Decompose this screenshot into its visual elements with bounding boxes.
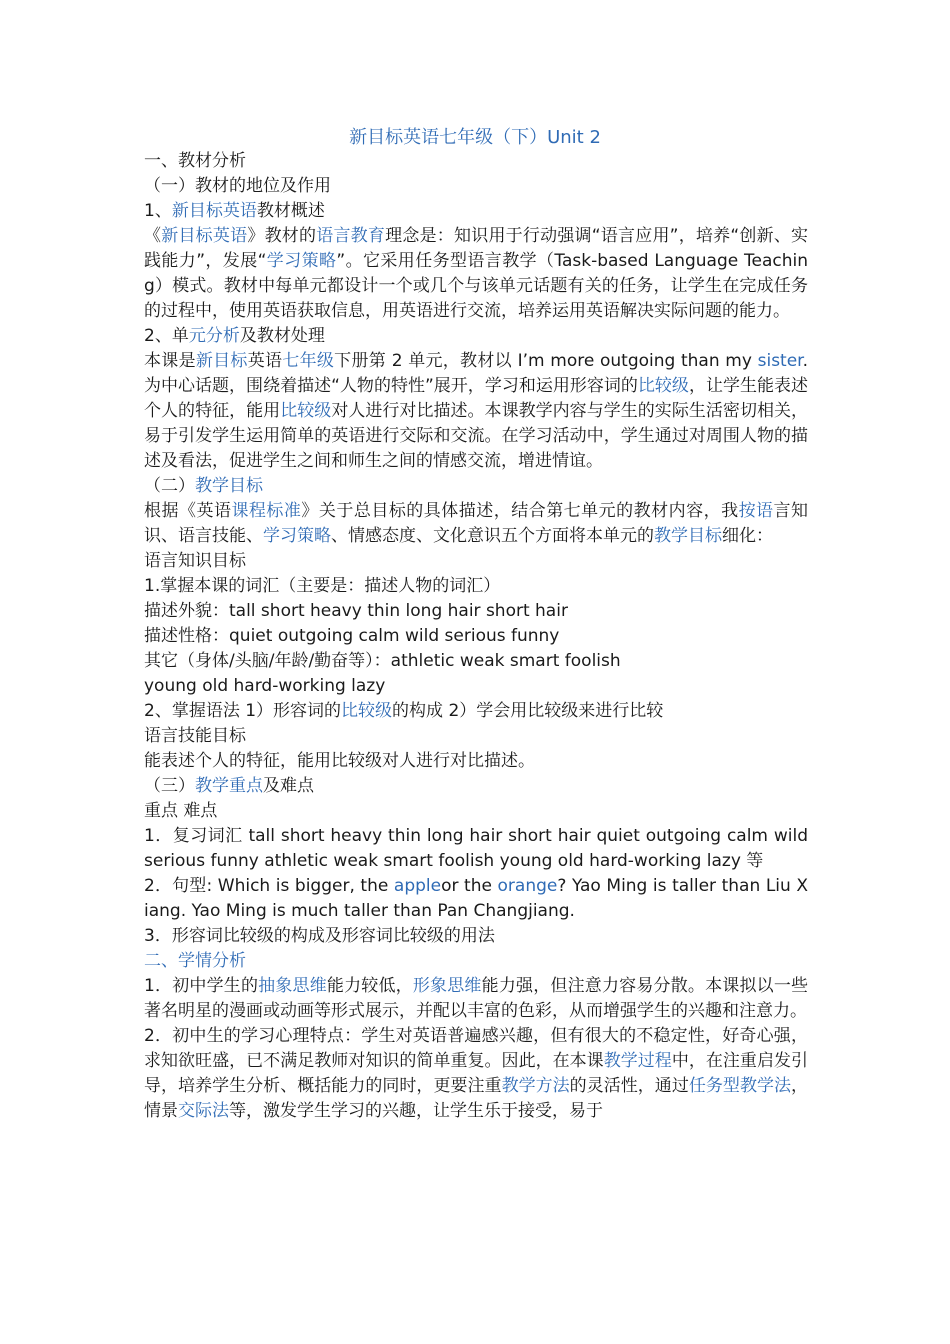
text-run: 的灵活性，通过 bbox=[569, 1076, 689, 1096]
document-title: 新目标英语七年级（下）Unit 2 bbox=[349, 127, 601, 148]
text-run: . 为中心话题，围绕着描述“人物的特性”展开，学习和运用形容词的 bbox=[144, 351, 809, 396]
hyperlink[interactable]: 教学过程 bbox=[603, 1051, 672, 1071]
hyperlink[interactable]: 学习策略 bbox=[263, 526, 331, 546]
text-run: 描述外貌：tall short heavy thin long hair short hair bbox=[144, 601, 568, 621]
text-run: 能力强，但注意力容易分散。本课拟以一些著名明星的漫画或动画等形式展示，并配以丰富的色彩，从而增强学生的兴趣和注意力。 bbox=[144, 976, 809, 1021]
text-run: 其它（身体/头脑/年龄/勤奋等）：athletic weak smart foolish bbox=[144, 651, 621, 671]
hyperlink[interactable]: 新目标 bbox=[195, 351, 248, 371]
hyperlink[interactable]: orange bbox=[497, 876, 558, 896]
hyperlink[interactable]: 新目标英语 bbox=[171, 201, 257, 221]
paragraph bbox=[144, 724, 808, 749]
paragraph bbox=[144, 824, 808, 874]
text-run: ? Yao Ming is taller than Liu Xiang. Yao Ming is much taller than Pan Changjiang. bbox=[144, 876, 808, 921]
paragraph bbox=[144, 224, 808, 324]
paragraph bbox=[144, 199, 808, 224]
paragraph bbox=[144, 574, 808, 599]
text-run: 》关于总目标的具体描述，结合第七单元的教材内容，我 bbox=[301, 501, 739, 521]
text-run: 1．复习词汇 tall short heavy thin long hair short hair quiet outgoing calm wild serious funny athletic weak smart foolish young old hard-working lazy 等 bbox=[144, 826, 808, 871]
text-run: （三） bbox=[144, 776, 195, 796]
text-run: 2．句型: Which is bigger, the bbox=[144, 876, 394, 896]
text-run: 语言知识目标 bbox=[144, 551, 246, 571]
text-run: 2、掌握语法 1）形容词的 bbox=[144, 701, 342, 721]
hyperlink[interactable]: 按语 bbox=[738, 501, 774, 521]
paragraph bbox=[144, 174, 808, 199]
hyperlink[interactable]: 语言教育 bbox=[316, 226, 386, 246]
text-run: 2．初中生的学习心理特点：学生对英语普遍感兴趣，但有很大的不稳定性，好奇心强，求知欲旺盛，已不满足教师对知识的简单重复。因此，在本课 bbox=[144, 1026, 808, 1071]
text-run: 语言技能目标 bbox=[144, 726, 246, 746]
text-run: 、情感态度、文化意识五个方面将本单元的 bbox=[331, 526, 654, 546]
text-run: ，让学生能表述个人的特征，能用 bbox=[144, 376, 808, 421]
paragraph bbox=[144, 499, 808, 549]
hyperlink[interactable]: 抽象思维 bbox=[258, 976, 327, 996]
text-run: 描述性格：quiet outgoing calm wild serious funny bbox=[144, 626, 560, 646]
text-run: 《 bbox=[144, 226, 162, 246]
text-run: （二） bbox=[144, 476, 195, 496]
paragraph bbox=[144, 774, 808, 799]
paragraph bbox=[144, 149, 808, 174]
hyperlink[interactable]: 教学目标 bbox=[654, 526, 722, 546]
hyperlink[interactable]: 课程标准 bbox=[231, 501, 302, 521]
hyperlink[interactable]: 学习策略 bbox=[266, 251, 337, 271]
text-run: 能力较低， bbox=[326, 976, 413, 996]
paragraph bbox=[144, 924, 808, 949]
hyperlink[interactable]: 形象思维 bbox=[412, 976, 482, 996]
text-run: or the bbox=[441, 876, 498, 896]
text-run: 1.掌握本课的词汇（主要是：描述人物的词汇） bbox=[144, 576, 501, 596]
hyperlink[interactable]: apple bbox=[393, 876, 442, 896]
hyperlink[interactable]: 新目标英语 bbox=[161, 226, 248, 246]
hyperlink[interactable]: 七年级 bbox=[282, 351, 335, 371]
paragraph bbox=[144, 699, 808, 724]
text-run: 根据《英语 bbox=[144, 501, 232, 521]
hyperlink[interactable]: 任务型教学法 bbox=[688, 1076, 792, 1096]
text-run: 重点 难点 bbox=[144, 801, 218, 821]
hyperlink[interactable]: 比较级 bbox=[280, 401, 332, 421]
text-run: 能表述个人的特征，能用比较级对人进行对比描述。 bbox=[144, 751, 535, 771]
hyperlink[interactable]: 元分析 bbox=[188, 326, 240, 346]
text-run: ，情景 bbox=[144, 1076, 809, 1121]
text-run: 的构成 2）学会用比较级来进行比较 bbox=[392, 701, 664, 721]
text-run: young old hard-working lazy bbox=[144, 676, 386, 696]
paragraph bbox=[144, 599, 808, 624]
hyperlink[interactable]: 教学重点 bbox=[195, 776, 263, 796]
text-run: 》教材的 bbox=[247, 226, 317, 246]
text-run: 中，在注重启发引导，培养学生分析、概括能力的同时，更要注重 bbox=[144, 1051, 809, 1096]
paragraph bbox=[144, 649, 808, 674]
paragraph bbox=[144, 799, 808, 824]
text-run: 等，激发学生学习的兴趣，让学生乐于接受，易于 bbox=[229, 1101, 603, 1121]
hyperlink[interactable]: 比较级 bbox=[341, 701, 393, 721]
paragraph bbox=[144, 674, 808, 699]
hyperlink[interactable]: 教学方法 bbox=[501, 1076, 570, 1096]
paragraph bbox=[144, 949, 808, 974]
text-run: 本课是 bbox=[144, 351, 196, 371]
text-run: 及难点 bbox=[263, 776, 314, 796]
hyperlink[interactable]: 交际法 bbox=[178, 1101, 229, 1121]
text-run: 下册第 2 单元，教材以 I’m more outgoing than my bbox=[334, 351, 758, 371]
text-run: （一）教材的地位及作用 bbox=[144, 176, 331, 196]
hyperlink[interactable]: 二、学情分析 bbox=[144, 951, 246, 971]
hyperlink[interactable]: sister bbox=[757, 351, 803, 371]
text-run: 英语 bbox=[247, 351, 283, 371]
paragraph bbox=[144, 474, 808, 499]
paragraph bbox=[144, 549, 808, 574]
paragraph bbox=[144, 874, 808, 924]
text-run: 一、教材分析 bbox=[144, 151, 246, 171]
hyperlink[interactable]: 比较级 bbox=[637, 376, 689, 396]
text-run: 3．形容词比较级的构成及形容词比较级的用法 bbox=[144, 926, 495, 946]
text-run: 细化： bbox=[722, 526, 773, 546]
paragraph bbox=[144, 349, 808, 474]
paragraph bbox=[144, 1024, 808, 1124]
paragraph bbox=[144, 974, 808, 1024]
text-run: 理念是：知识用于行动强调“语言应用”，培养“创新、实践能力”，发展“ bbox=[144, 226, 809, 271]
paragraph bbox=[144, 624, 808, 649]
text-run: 及教材处理 bbox=[239, 326, 325, 346]
text-run: 教材概述 bbox=[256, 201, 325, 221]
paragraph bbox=[144, 749, 808, 774]
paragraph bbox=[144, 324, 808, 349]
text-run: 1．初中学生的 bbox=[144, 976, 259, 996]
text-run: 言知识、语言技能、 bbox=[144, 501, 809, 546]
text-run: 2、单 bbox=[144, 326, 189, 346]
text-run: ”。它采用任务型语言教学（Task-based Language Teaching）模式。教材中每单元都设计一个或几个与该单元话题有关的任务，让学生在完成任务的过程中，使用英语获取信息，用英语进行交流，培养运用英语解决实际问题的能力。 bbox=[144, 251, 809, 321]
text-run: 1、 bbox=[144, 201, 172, 221]
document-body bbox=[144, 149, 808, 1124]
text-run: 对人进行对比描述。本课教学内容与学生的实际生活密切相关，易于引发学生运用简单的英语进行交际和交流。在学习活动中，学生通过对周围人物的描述及看法，促进学生之间和师生之间的情感交流，增进情谊。 bbox=[144, 401, 809, 471]
hyperlink[interactable]: 教学目标 bbox=[195, 476, 263, 496]
